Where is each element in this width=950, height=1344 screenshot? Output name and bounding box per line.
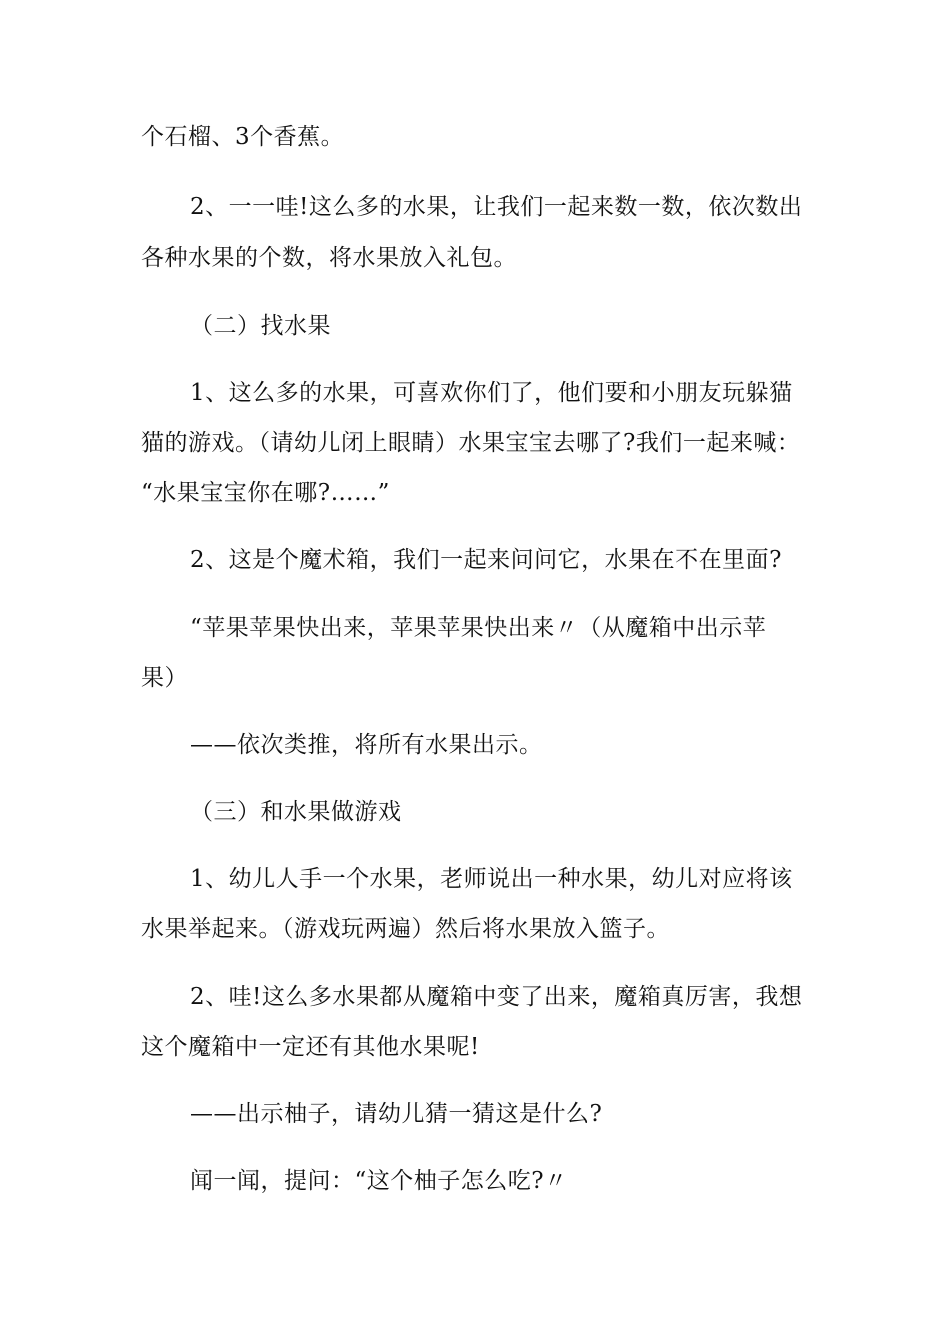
text-line: 闻一闻，提问：“这个柚子怎么吃?〃: [190, 1168, 568, 1194]
text-line: 2、这是个魔术箱，我们一起来问问它，水果在不在里面?: [190, 547, 782, 573]
text-line: 2、哇!这么多水果都从魔箱中变了出来，魔箱真厉害，我想: [190, 984, 803, 1010]
section-heading: （二）找水果: [190, 313, 331, 339]
text-line: 水果举起来。（游戏玩两遍）然后将水果放入篮子。: [141, 916, 670, 942]
text-line: ——依次类推，将所有水果出示。: [190, 732, 543, 758]
text-line: 1、幼儿人手一个水果，老师说出一种水果，幼儿对应将该: [190, 866, 793, 892]
text-line: 这个魔箱中一定还有其他水果呢!: [141, 1034, 480, 1060]
text-line: 个石榴、3个香蕉。: [141, 124, 345, 150]
section-heading: （三）和水果做游戏: [190, 799, 402, 825]
text-line: ——出示柚子，请幼儿猜一猜这是什么?: [190, 1101, 603, 1127]
text-line: “苹果苹果快出来，苹果苹果快出来〃（从魔箱中出示苹: [190, 615, 767, 641]
text-line: 2、一一哇!这么多的水果，让我们一起来数一数，依次数出: [190, 194, 803, 220]
text-line: 各种水果的个数，将水果放入礼包。: [141, 245, 517, 271]
text-line: 1、这么多的水果，可喜欢你们了，他们要和小朋友玩躲猫: [190, 380, 793, 406]
text-line: “水果宝宝你在哪?……”: [141, 480, 390, 506]
text-line: 猫的游戏。（请幼儿闭上眼睛）水果宝宝去哪了?我们一起来喊：: [141, 430, 801, 456]
text-line: 果）: [141, 665, 188, 691]
